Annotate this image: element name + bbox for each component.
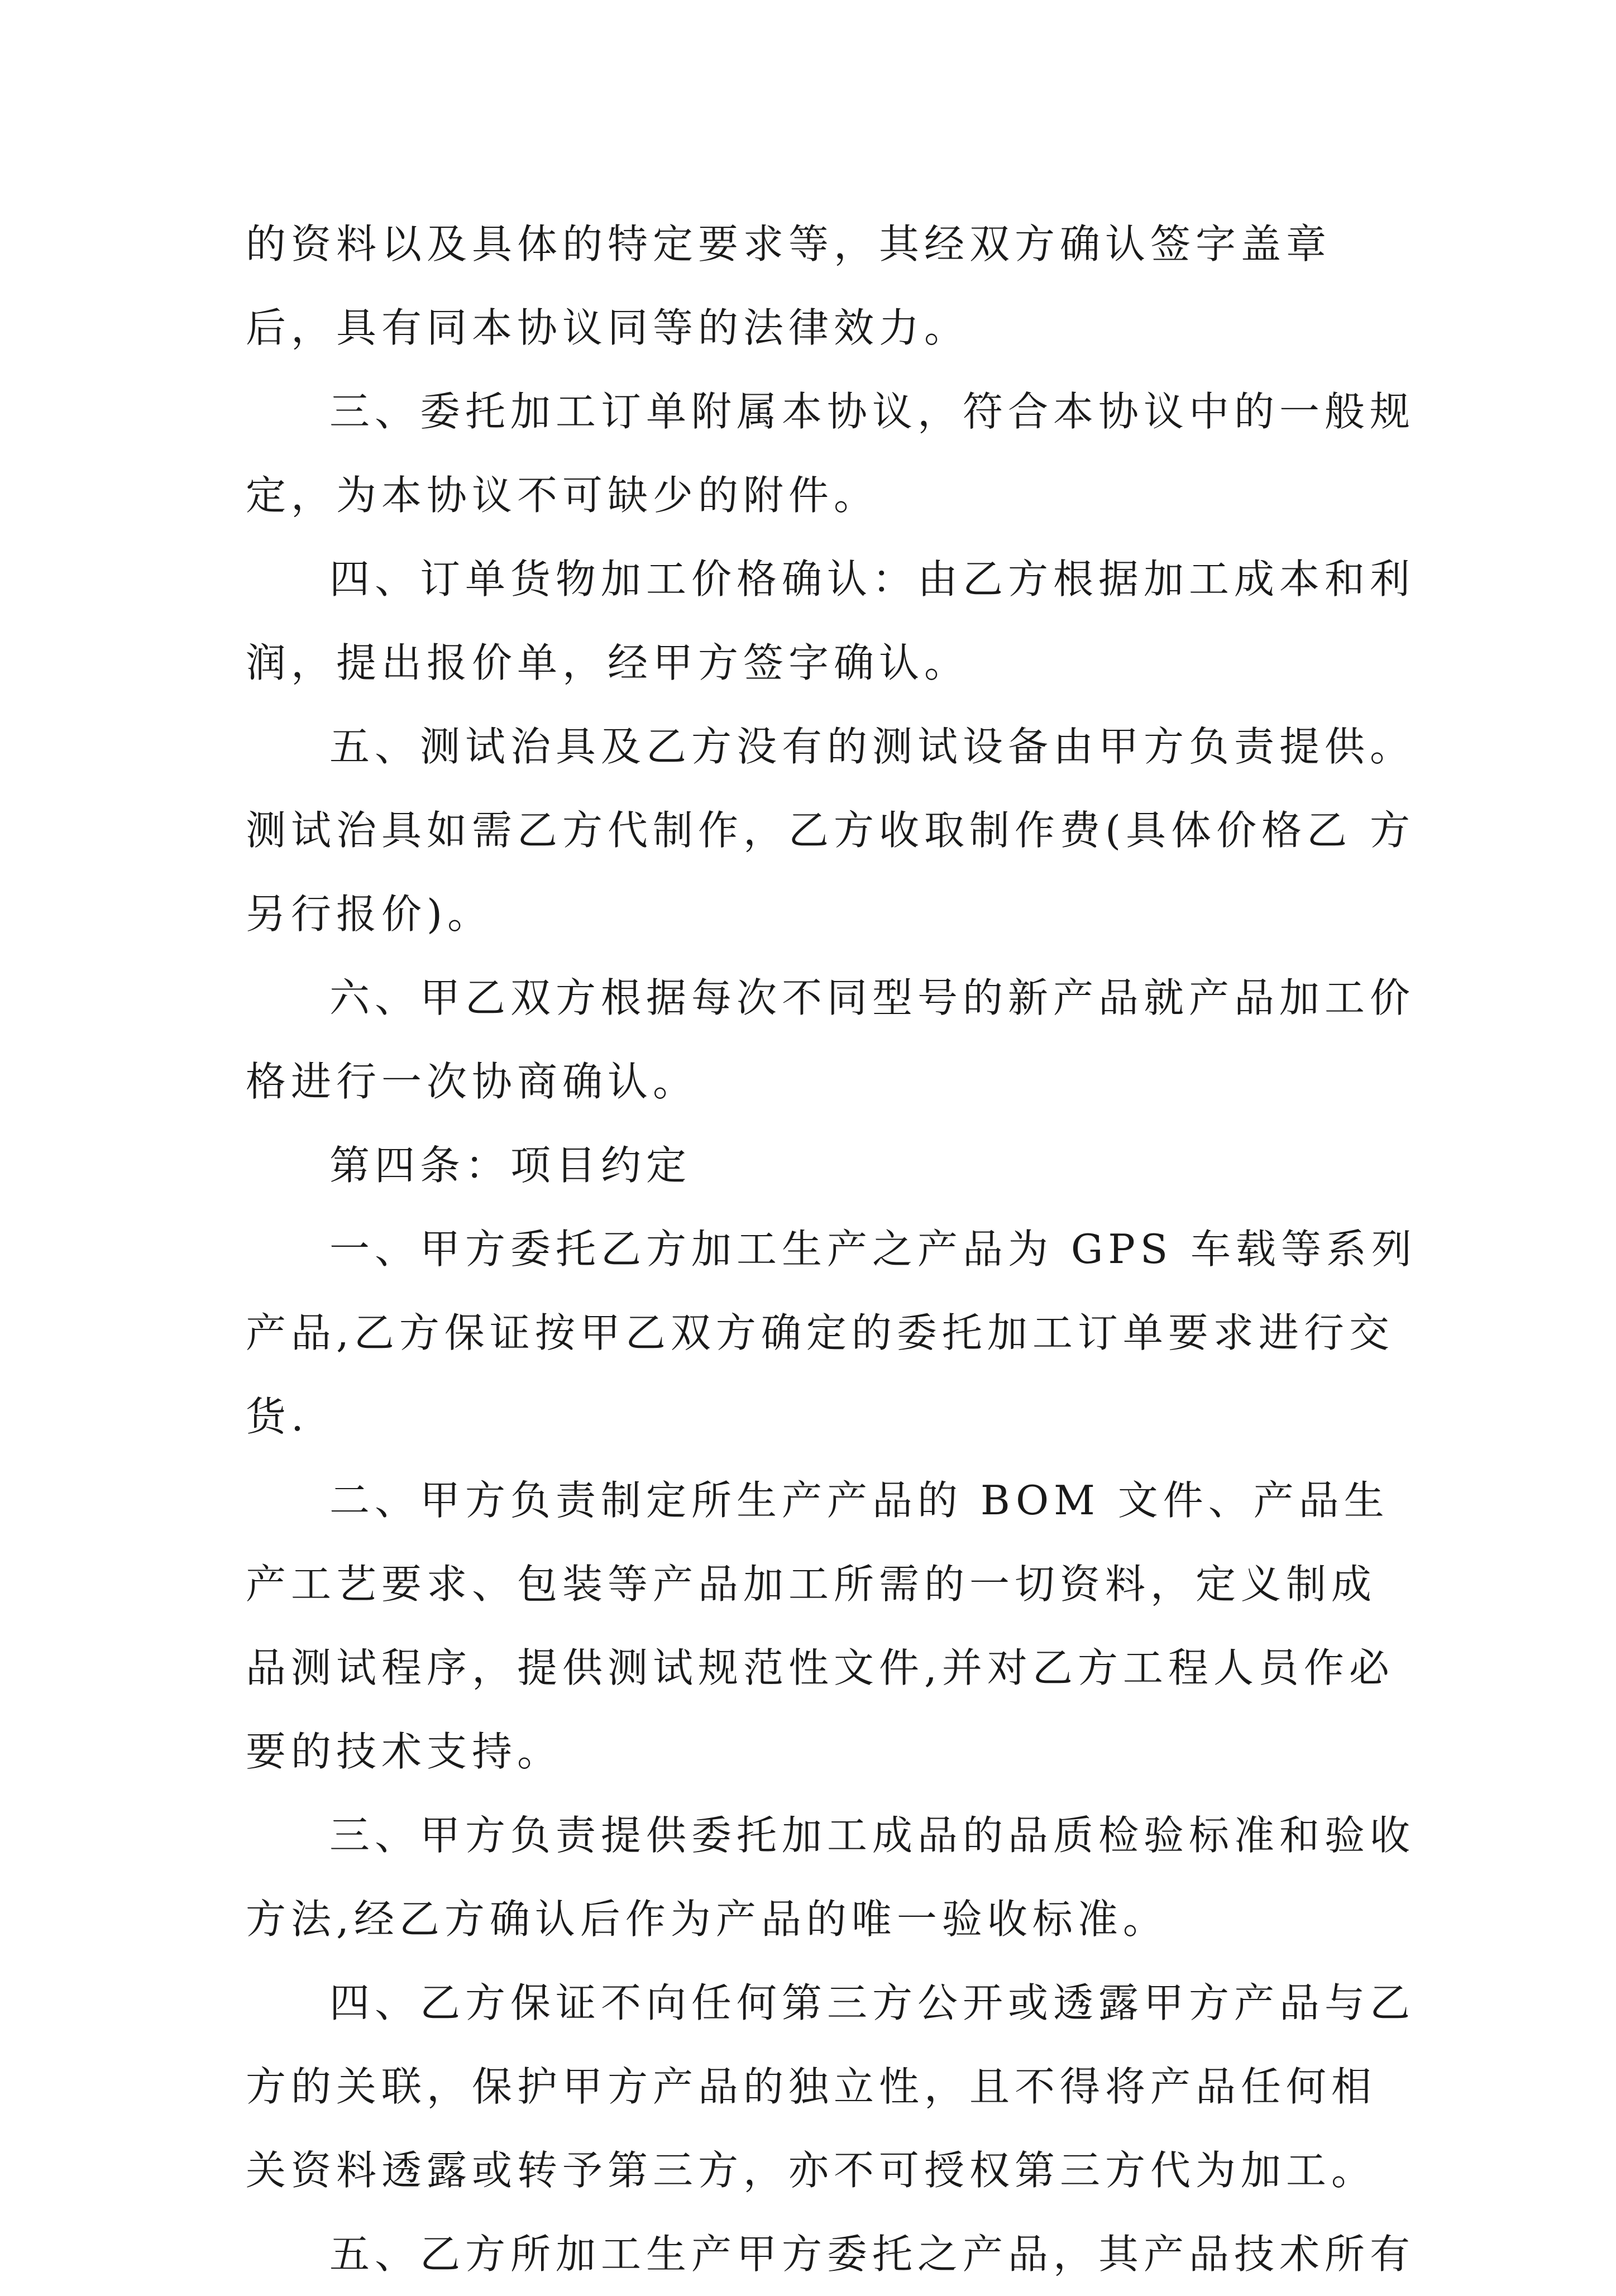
paragraph-item-5-technology-ownership: 五、乙方所加工生产甲方委托之产品，其产品技术所有 xyxy=(329,2231,1416,2278)
section-heading-article-4: 第四条：项目约定 xyxy=(329,1142,692,1189)
paragraph-item-3-quality-standard: 三、甲方负责提供委托加工成品的品质检验标准和验收方法,经乙方确认后作为产品的唯一验收标准。 xyxy=(246,1812,1416,1943)
paragraph-clause-4-price-confirmation: 四、订单货物加工价格确认：由乙方根据加工成本和利润，提出报价单，经甲方签字确认。 xyxy=(246,556,1416,686)
paragraph-item-4-confidentiality: 四、乙方保证不向任何第三方公开或透露甲方产品与乙方的关联，保护甲方产品的独立性，且不得将产品任何相关资料透露或转予第三方，亦不可授权第三方代为加工。 xyxy=(246,1979,1416,2194)
document-body xyxy=(246,202,1418,2296)
paragraph-clause-5-test-fixtures: 五、测试治具及乙方没有的测试设备由甲方负责提供。测试治具如需乙方代制作，乙方收取制作费(具体价格乙 方另行报价)。 xyxy=(246,723,1416,937)
paragraph-item-2-bom-documents: 二、甲方负责制定所生产产品的 BOM 文件、产品生产工艺要求、包装等产品加工所需的一切资料，定义制成品测试程序，提供测试规范性文件,并对乙方工程人员作必要的技术支持。 xyxy=(246,1477,1394,1775)
paragraph-clause-3-order-attachment: 三、委托加工订单附属本协议，符合本协议中的一般规定，为本协议不可缺少的附件。 xyxy=(246,388,1416,519)
paragraph-item-1-products: 一、甲方委托乙方加工生产之产品为 GPS 车载等系列产品,乙方保证按甲乙双方确定的委托加工订单要求进行交货. xyxy=(246,1226,1417,1440)
paragraph-clause-6-price-negotiation: 六、甲乙双方根据每次不同型号的新产品就产品加工价格进行一次协商确认。 xyxy=(246,974,1416,1105)
paragraph-materials-validity: 的资料以及具体的特定要求等，其经双方确认签字盖章后，具有同本协议同等的法律效力。 xyxy=(246,221,1332,351)
